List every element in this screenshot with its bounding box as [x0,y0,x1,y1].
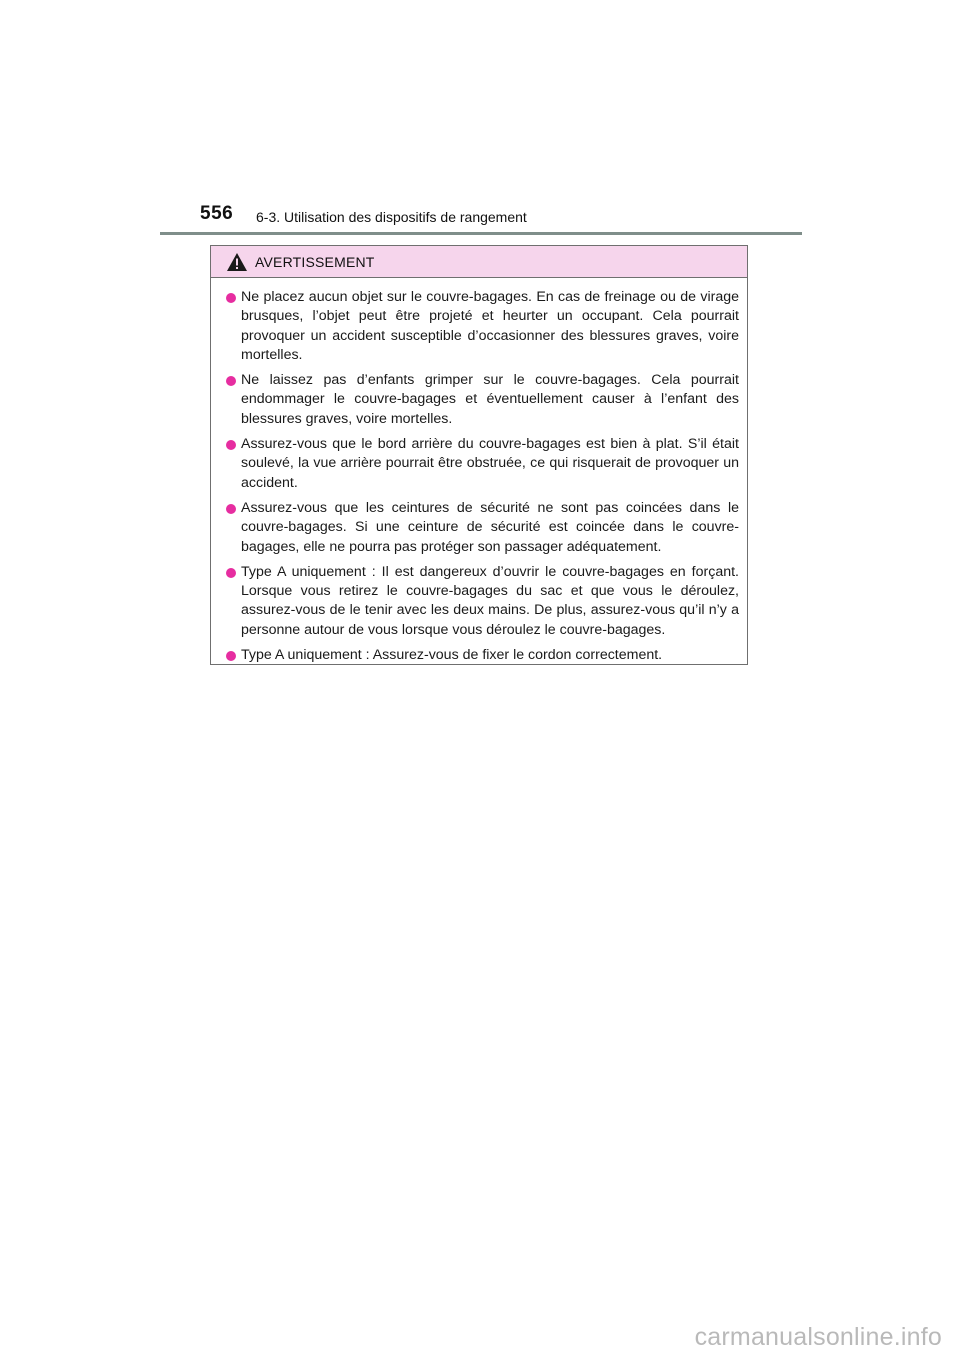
warning-item-text: Type A uniquement : Il est dangereux d’ouvrir le couvre-bagages en forçant. Lorsque vous retirez le couvre-bagages du sac et que vous le déroulez, assurez-vous de le tenir avec les deux mains. De plus, assurez-vous qu’il n’y a personne autour de vous lorsque vous déroulez le couvre-bagages. [241,563,739,638]
warning-item [226,371,739,429]
warning-item [226,563,739,640]
warning-triangle-icon [226,252,248,272]
warning-item-text: Assurez-vous que le bord arrière du couvre-bagages est bien à plat. S’il était soulevé, la vue arrière pourrait être obstruée, ce qui risquerait de provoquer un accident. [241,436,739,491]
warning-item-text: Assurez-vous que les ceintures de sécurité ne sont pas coincées dans le couvre-bagages. Si une ceinture de sécurité est coincée dans le couvre-bagages, elle ne pourra pas protéger son passager adéquatement. [241,499,739,555]
warning-item-text: Type A uniquement : Assurez-vous de fixer le cordon correctement. [241,647,663,664]
bullet-icon [226,440,236,450]
warning-list [211,278,747,665]
footer-watermark[interactable]: carmanualsonline.info [694,1323,942,1351]
warning-item [226,435,739,493]
section-title: 6-3. Utilisation des dispositifs de rangement [256,209,527,225]
bullet-icon [226,293,236,303]
warning-item-text: Ne laissez pas d’enfants grimper sur le couvre-bagages. Cela pourrait endommager le couvre-bagages et éventuellement causer à l’enfant des blessures graves, voire mortelles. [241,372,739,427]
warning-item-text: Ne placez aucun objet sur le couvre-bagages. En cas de freinage ou de virage brusques, l’objet peut être projeté et heurter un occupant. Cela pourrait provoquer un accident susceptible d’occasionner des blessures graves, voire mortelles. [241,289,739,363]
warning-label: AVERTISSEMENT [255,253,375,270]
bullet-icon [226,651,236,661]
warning-item [226,288,739,365]
bullet-icon [226,504,236,514]
warning-header [211,246,747,278]
bullet-icon [226,376,236,386]
warning-box [210,245,748,665]
page-number: 556 [200,203,234,224]
warning-item [226,499,739,557]
header-rule [160,232,802,235]
bullet-icon [226,568,236,578]
warning-item [226,646,739,665]
